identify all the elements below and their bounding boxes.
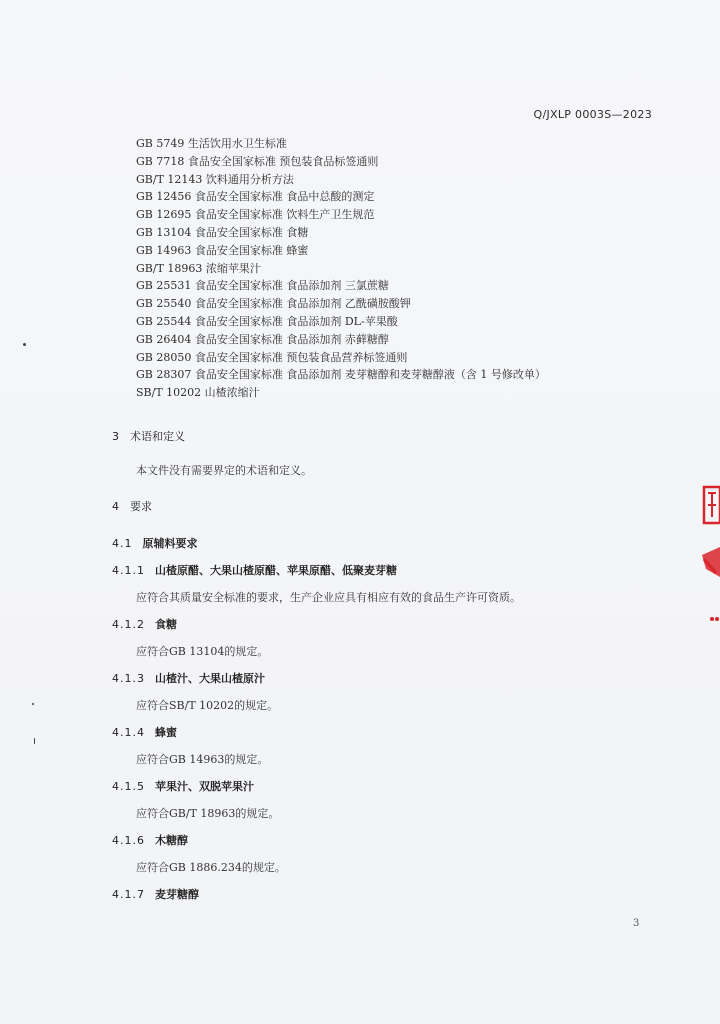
section-title: 要求 [130, 500, 152, 513]
section-4-1-6-body: 应符合GB 1886.234的规定。 [136, 861, 286, 874]
section-title: 蜂蜜 [155, 726, 177, 739]
section-3-body: 本文件没有需要界定的术语和定义。 [136, 464, 312, 477]
section-title: 山楂汁、大果山楂原汁 [155, 672, 265, 685]
section-4-1-2-body: 应符合GB 13104的规定。 [136, 645, 269, 658]
document-code: Q/JXLP 0003S—2023 [533, 108, 652, 121]
normative-references-list [136, 135, 546, 402]
reference-item: GB 12456 食品安全国家标准 食品中总酸的测定 [136, 190, 375, 204]
reference-item: GB 5749 生活饮用水卫生标准 [136, 137, 287, 150]
reference-item: GB 12695 食品安全国家标准 饮料生产卫生规范 [136, 208, 375, 222]
section-4-1-4-body: 应符合GB 14963的规定。 [136, 753, 269, 766]
section-number: 4.1.1 [112, 564, 145, 577]
section-4-1-3-heading [112, 670, 265, 686]
reference-item: GB 13104 食品安全国家标准 食糖 [136, 225, 309, 239]
section-title: 术语和定义 [130, 430, 185, 443]
section-number: 3 [112, 430, 120, 443]
reference-item: GB 7718 食品安全国家标准 预包装食品标签通则 [136, 154, 379, 168]
section-4-1-5-heading [112, 778, 254, 794]
section-4-1-3-body: 应符合SB/T 10202的规定。 [136, 699, 279, 712]
section-4-1-2-heading [112, 616, 177, 632]
section-number: 4.1.2 [112, 618, 145, 631]
section-title: 苹果汁、双脱苹果汁 [155, 780, 254, 793]
section-number: 4.1.5 [112, 780, 145, 793]
reference-item: GB 25540 食品安全国家标准 食品添加剂 乙酰磺胺酸钾 [136, 297, 411, 311]
section-4-heading [112, 498, 152, 514]
section-4-1-1-body: 应符合其质量安全标准的要求，生产企业应具有相应有效的食品生产许可资质。 [136, 591, 521, 604]
reference-item: GB 28050 食品安全国家标准 预包装食品营养标签通则 [136, 350, 408, 364]
reference-item: GB 25544 食品安全国家标准 食品添加剂 DL-苹果酸 [136, 314, 398, 328]
section-3-heading [112, 428, 185, 444]
section-title: 麦芽糖醇 [155, 888, 199, 901]
reference-item: GB/T 12143 饮料通用分析方法 [136, 172, 294, 186]
section-4-1-7-heading [112, 886, 199, 902]
section-number: 4.1.6 [112, 834, 145, 847]
section-number: 4.1 [112, 537, 133, 550]
reference-item: GB 26404 食品安全国家标准 食品添加剂 赤藓糖醇 [136, 332, 389, 346]
reference-item: GB 28307 食品安全国家标准 食品添加剂 麦芽糖醇和麦芽糖醇液（含 1 号修改单） [136, 368, 546, 382]
section-title: 山楂原醋、大果山楂原醋、苹果原醋、低聚麦芽糖 [155, 564, 397, 577]
reference-item: GB 14963 食品安全国家标准 蜂蜜 [136, 243, 309, 257]
page-number: 3 [633, 918, 640, 929]
section-number: 4.1.4 [112, 726, 145, 739]
reference-item: GB 25531 食品安全国家标准 食品添加剂 三氯蔗糖 [136, 279, 389, 293]
section-number: 4 [112, 500, 120, 513]
section-title: 原辅料要求 [142, 537, 198, 550]
section-4-1-1-heading [112, 562, 397, 578]
reference-item: GB/T 18963 浓缩苹果汁 [136, 261, 261, 275]
reference-item: SB/T 10202 山楂浓缩汁 [136, 386, 260, 400]
section-4-1-5-body: 应符合GB/T 18963的规定。 [136, 807, 280, 820]
section-4-1-4-heading [112, 724, 177, 740]
section-title: 食糖 [155, 618, 177, 631]
section-number: 4.1.3 [112, 672, 145, 685]
red-seal-stamp [698, 485, 720, 635]
section-4-1-heading [112, 535, 198, 551]
section-4-1-6-heading [112, 832, 188, 848]
section-title: 木糖醇 [155, 834, 188, 847]
section-number: 4.1.7 [112, 888, 145, 901]
